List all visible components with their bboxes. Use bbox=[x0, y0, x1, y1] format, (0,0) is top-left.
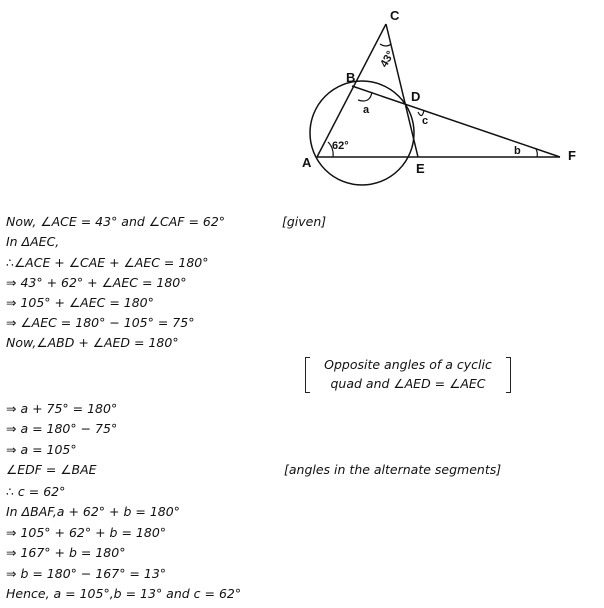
reason-bracket bbox=[305, 357, 511, 393]
solution-line: ⇒ a + 75° = 180° bbox=[6, 401, 118, 416]
solution-line: ⇒ 43° + 62° + ∠AEC = 180° bbox=[6, 275, 187, 290]
point-f-label: F bbox=[568, 148, 576, 163]
reason-tag-alternate: [angles in the alternate segments] bbox=[284, 462, 502, 477]
solution-line: ⇒ 105° + 62° + b = 180° bbox=[6, 525, 167, 540]
line-bf bbox=[352, 86, 560, 157]
angle-a-arc bbox=[358, 92, 372, 101]
solution-line: ⇒ 167° + b = 180° bbox=[6, 545, 126, 560]
reason-bracket-line2: quad and ∠AED = ∠AEC bbox=[330, 376, 486, 391]
solution-line: Hence, a = 105°,b = 13° and c = 62° bbox=[6, 586, 242, 601]
solution-line: ⇒ a = 105° bbox=[6, 442, 77, 457]
point-e-label: E bbox=[416, 161, 425, 176]
angle-c-label: c bbox=[422, 115, 429, 127]
solution-line: Now,∠ABD + ∠AED = 180° bbox=[6, 335, 179, 350]
solution-line: ⇒ 105° + ∠AEC = 180° bbox=[6, 295, 154, 310]
angle-b-arc bbox=[536, 149, 537, 157]
solution-line: ⇒ ∠AEC = 180° − 105° = 75° bbox=[6, 315, 195, 330]
solution-line: In ΔBAF,a + 62° + b = 180° bbox=[6, 504, 180, 519]
angle-62-label: 62° bbox=[332, 140, 349, 152]
solution-line: ∴∠ACE + ∠CAE + ∠AEC = 180° bbox=[6, 255, 209, 270]
geometry-figure bbox=[300, 0, 604, 190]
solution-line: ⇒ a = 180° − 75° bbox=[6, 421, 118, 436]
cyclic-circle bbox=[310, 81, 414, 185]
point-c-label: C bbox=[390, 8, 400, 23]
angle-b-label: b bbox=[514, 145, 521, 157]
solution-line: In ΔAEC, bbox=[6, 234, 60, 249]
angle-43-label: 43° bbox=[378, 49, 397, 70]
angle-c-arc bbox=[380, 44, 391, 46]
reason-bracket-line1: Opposite angles of a cyclic bbox=[324, 357, 492, 372]
point-d-label: D bbox=[411, 89, 421, 104]
line-ac bbox=[317, 24, 386, 157]
solution-line: ∠EDF = ∠BAE bbox=[6, 462, 97, 477]
point-b-label: B bbox=[346, 70, 356, 85]
solution-line: Now, ∠ACE = 43° and ∠CAF = 62° bbox=[6, 214, 226, 229]
solution-line: ∴ c = 62° bbox=[6, 484, 66, 499]
reason-tag-given: [given] bbox=[282, 214, 327, 229]
solution-line: ⇒ b = 180° − 167° = 13° bbox=[6, 566, 167, 581]
point-a-label: A bbox=[302, 155, 312, 170]
angle-a-label: a bbox=[363, 104, 370, 116]
